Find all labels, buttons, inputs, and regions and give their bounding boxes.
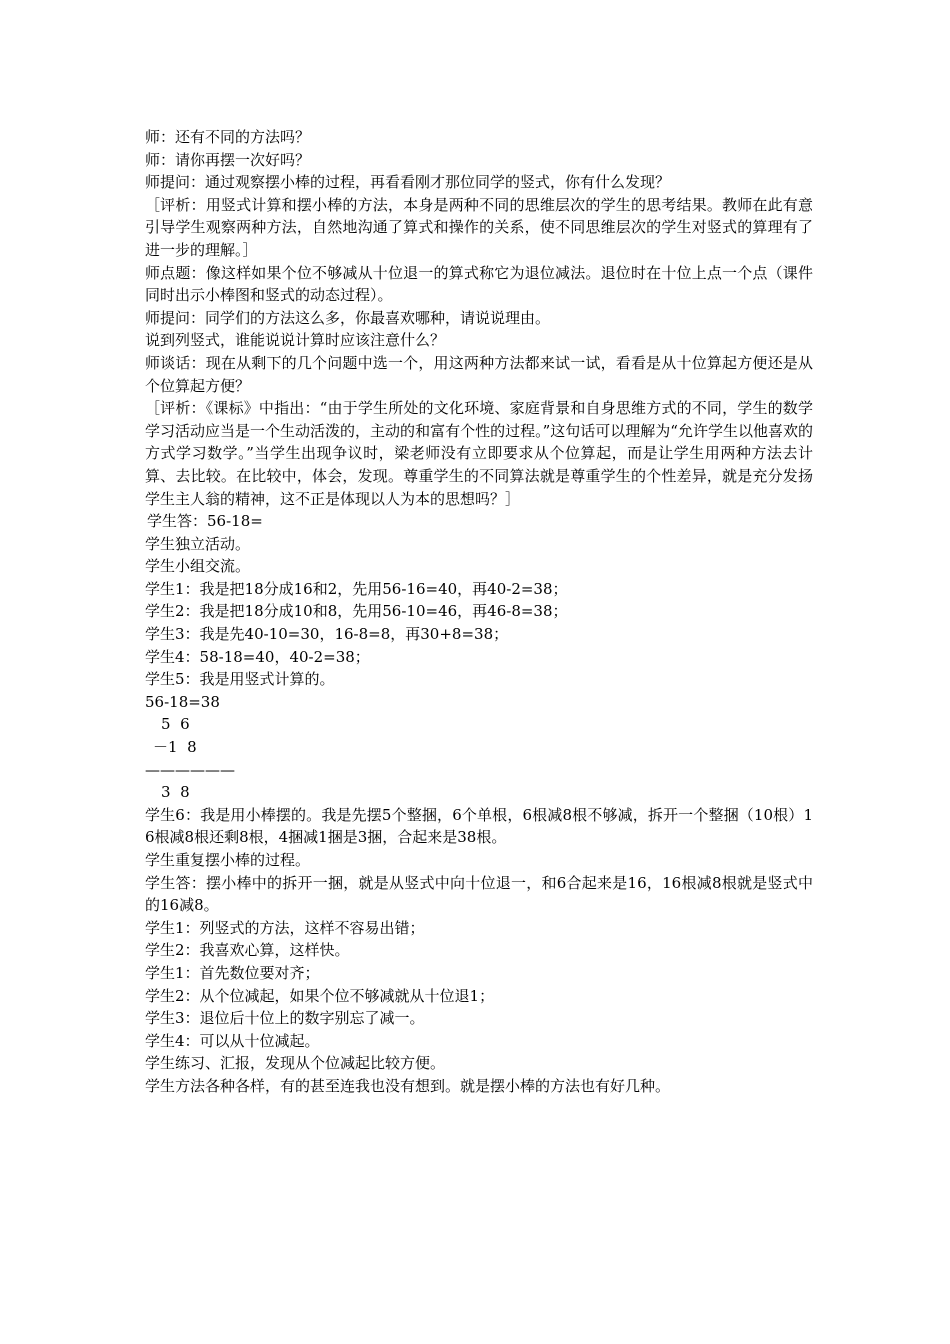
paragraph: 学生方法各种各样，有的甚至连我也没有想到。就是摆小棒的方法也有好几种。 bbox=[145, 1076, 671, 1095]
paragraph: 师提问：通过观察摆小棒的过程，再看看刚才那位同学的竖式，你有什么发现？ bbox=[145, 173, 671, 192]
document-body bbox=[145, 126, 813, 1098]
paragraph: 学生3：退位后十位上的数字别忘了减一。 bbox=[145, 1009, 425, 1028]
paragraph: 学生2：我喜欢心算，这样快。 bbox=[145, 941, 350, 960]
paragraph: 学生小组交流。 bbox=[145, 557, 251, 576]
paragraph: 学生5：我是用竖式计算的。 bbox=[145, 670, 335, 689]
paragraph: 师点题：像这样如果个位不够减从十位退一的算式称它为退位减法。退位时在十位上点一个点（课件同时出示小棒图和竖式的动态过程）。 bbox=[145, 263, 813, 305]
paragraph: 学生6：我是用小棒摆的。我是先摆5个整捆，6个单根，6根减8根不够减，拆开一个整捆（10根）16根减8根还剩8根，4捆减1捆是3捆，合起来是38根。 bbox=[145, 805, 813, 847]
paragraph: 学生4：可以从十位减起。 bbox=[145, 1031, 320, 1050]
paragraph: 学生1：列竖式的方法，这样不容易出错； bbox=[145, 918, 425, 937]
paragraph: 学生练习、汇报，发现从个位减起比较方便。 bbox=[145, 1054, 446, 1073]
vertical-calc-result: 3 8 bbox=[161, 783, 190, 802]
paragraph: 学生独立活动。 bbox=[145, 534, 251, 553]
vertical-calc-minuend: 5 6 bbox=[161, 715, 190, 734]
paragraph: 师：请你再摆一次好吗？ bbox=[145, 150, 311, 169]
vertical-calc-rule: —————— bbox=[145, 760, 235, 779]
paragraph: 说到列竖式，谁能说说计算时应该注意什么？ bbox=[145, 331, 446, 350]
paragraph: 学生1：首先数位要对齐； bbox=[145, 963, 320, 982]
vertical-calculation bbox=[145, 713, 813, 803]
paragraph: 学生答：摆小棒中的拆开一捆，就是从竖式中向十位退一，和6合起来是16，16根减8根就是竖式中的16减8。 bbox=[145, 873, 813, 915]
paragraph: 学生2：从个位减起，如果个位不够减就从十位退1； bbox=[145, 986, 495, 1005]
vertical-calc-subtrahend: －1 8 bbox=[153, 738, 197, 757]
paragraph: 学生4：58-18=40，40-2=38； bbox=[145, 647, 370, 666]
paragraph: 学生2：我是把18分成10和8，先用56-10=46，再46-8=38； bbox=[145, 602, 568, 621]
comment-paragraph: ［评析：《课标》中指出：“由于学生所处的文化环境、家庭背景和自身思维方式的不同，学生的数学学习活动应当是一个生动活泼的，主动的和富有个性的过程。”这句话可以理解为“允许学生以他喜欢的方式学习数学。”当学生出现争议时，梁老师没有立即要求从个位算起，而是让学生用两种方法去计算、去比较。在比较中，体会，发现。尊重学生的不同算法就是尊重学生的个性差异，就是充分发扬学生主人翁的精神，这不正是体现以人为本的思想吗？］ bbox=[145, 399, 813, 508]
paragraph: 师：还有不同的方法吗？ bbox=[145, 128, 311, 146]
paragraph: 师提问：同学们的方法这么多，你最喜欢哪种，请说说理由。 bbox=[145, 308, 551, 327]
paragraph: 学生1：我是把18分成16和2，先用56-16=40，再40-2=38； bbox=[145, 579, 568, 598]
paragraph: 学生3：我是先40-10=30，16-8=8，再30+8=38； bbox=[145, 625, 509, 644]
equation: 56-18=38 bbox=[145, 692, 220, 711]
paragraph: 学生答：56-18= bbox=[147, 512, 263, 531]
comment-paragraph: ［评析：用竖式计算和摆小棒的方法，本身是两种不同的思维层次的学生的思考结果。教师在此有意引导学生观察两种方法，自然地沟通了算式和操作的关系，使不同思维层次的学生对竖式的算理有了进一步的理解。］ bbox=[145, 195, 813, 259]
paragraph: 学生重复摆小棒的过程。 bbox=[145, 851, 311, 869]
paragraph: 师谈话：现在从剩下的几个问题中选一个，用这两种方法都来试一试，看看是从十位算起方便还是从个位算起方便？ bbox=[145, 353, 813, 395]
